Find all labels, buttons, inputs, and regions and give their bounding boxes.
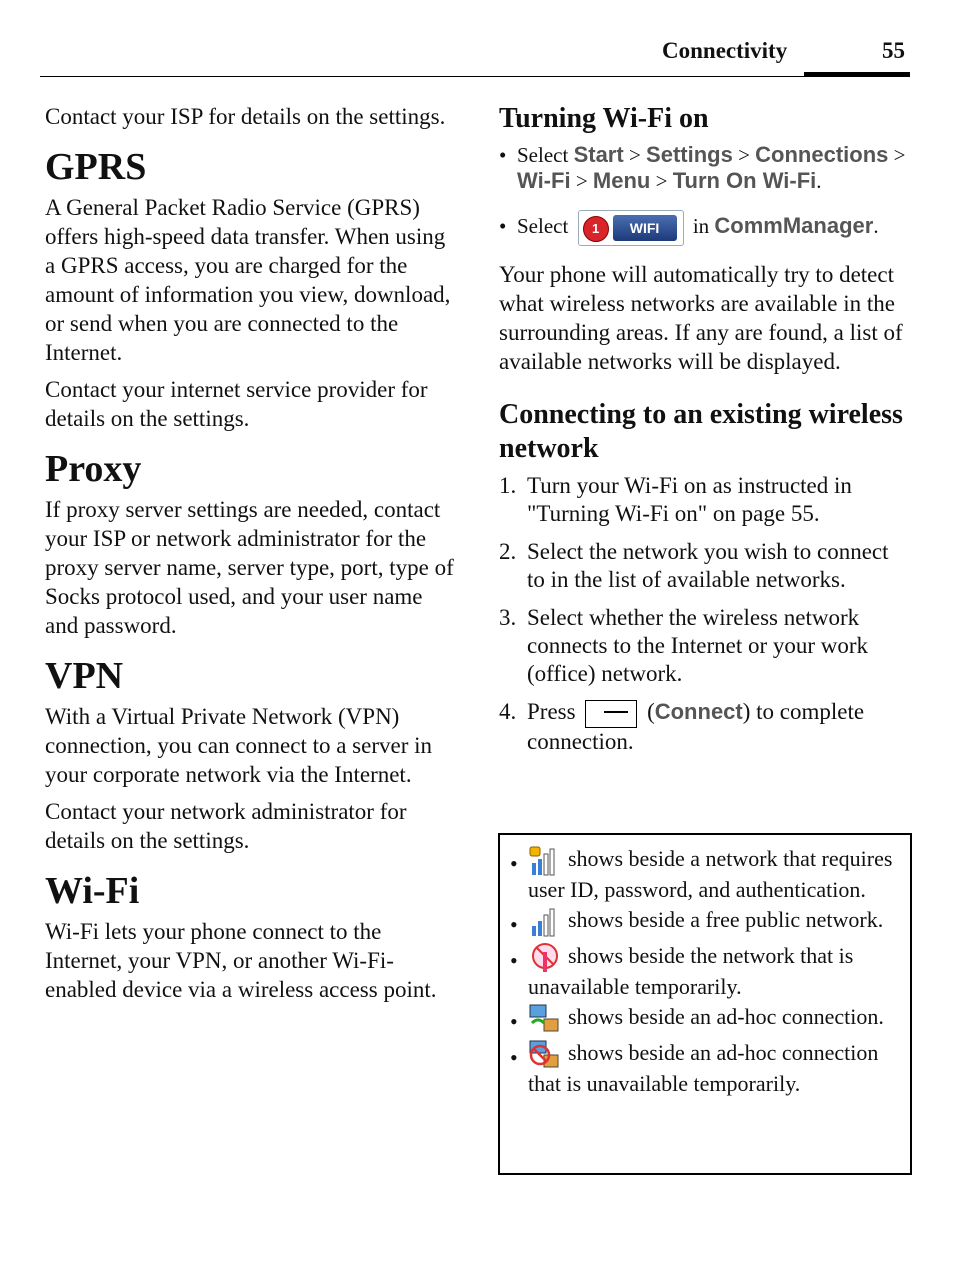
adhoc-unavailable-icon — [528, 1039, 562, 1071]
list-item: 2. Select the network you wish to connect to in the list of available networks. — [499, 539, 889, 593]
bullet: • — [510, 948, 518, 973]
vpn-paragraph-1: With a Virtual Private Network (VPN) connection, you can connect to a server in your corporate network via the Internet. — [45, 704, 433, 787]
bullet: • — [510, 851, 518, 876]
list-item: • shows beside an ad-hoc connection. — [510, 1004, 884, 1034]
list-item: • shows beside an ad-hoc connection that is unavailable temporarily. — [510, 1040, 879, 1096]
start-menu-label: Start — [573, 142, 624, 167]
proxy-paragraph: If proxy server settings are needed, contact your ISP or network administrator for the proxy server name, server type, port, type of Socks protocol used, and your user name and password. — [45, 497, 454, 638]
turning-wifi-heading: Turning Wi-Fi on — [499, 103, 709, 134]
secure-network-icon — [528, 845, 562, 877]
menu-softkey-label: Menu — [592, 168, 651, 193]
header-rule — [40, 76, 910, 77]
list-item: • Select 1 WIFI in CommManager. — [499, 208, 911, 246]
gprs-paragraph-1: A General Packet Radio Service (GPRS) offers high-speed data transfer. When using a GPRS access, you are charged for the amount of information you view, download, or send when you are connected to the Internet. — [45, 195, 451, 365]
intro-paragraph: Contact your ISP for details on the settings. — [45, 104, 446, 129]
list-item: 1. Turn your Wi-Fi on as instructed in "Turning Wi-Fi on" on page 55. — [499, 473, 852, 527]
left-column — [45, 102, 455, 1012]
open-network-icon — [528, 906, 562, 938]
page-number: 55 — [882, 38, 905, 63]
vpn-heading: VPN — [45, 655, 124, 697]
header-tab-bar — [804, 72, 910, 77]
left-softkey-icon — [585, 700, 637, 728]
wifi-heading: Wi-Fi — [45, 870, 140, 912]
list-item: 3. Select whether the wireless network connects to the Internet or your work (office) network. — [499, 605, 869, 687]
wifi-label-icon: WIFI — [613, 215, 677, 241]
wifi-menu-label: Wi-Fi — [517, 168, 571, 193]
list-item: • shows beside a free public network. — [510, 907, 884, 937]
list-item: • shows beside the network that is unavailable temporarily. — [510, 943, 854, 999]
unavailable-network-icon — [528, 942, 562, 974]
vpn-paragraph-2: Contact your network administrator for details on the settings. — [45, 799, 407, 853]
adhoc-icon — [528, 1003, 562, 1035]
turning-wifi-steps — [499, 142, 911, 246]
turn-on-wifi-label: Turn On Wi-Fi — [672, 168, 817, 193]
bullet: • — [499, 214, 507, 238]
wifi-paragraph: Wi-Fi lets your phone connect to the Internet, your VPN, or another Wi-Fi-enabled device via a wireless access point. — [45, 919, 437, 1002]
connections-menu-label: Connections — [755, 142, 889, 167]
list-item: • Select Start > Settings > Connections > Wi-Fi > Menu > Turn On Wi-Fi. — [499, 142, 906, 193]
proxy-heading: Proxy — [45, 448, 142, 490]
connect-label: Connect — [654, 699, 743, 725]
auto-detect-paragraph: Your phone will automatically try to detect what wireless networks are available in the surrounding areas. If any are found, a list of available networks will be displayed. — [499, 262, 903, 375]
commmanager-label: CommManager — [714, 213, 874, 238]
gprs-heading: GPRS — [45, 146, 147, 188]
connecting-heading: Connecting to an existing wireless network — [499, 399, 903, 465]
bullet: • — [510, 1009, 518, 1034]
right-column — [499, 102, 911, 766]
running-header-title: Connectivity — [662, 38, 788, 63]
connecting-steps — [499, 472, 911, 756]
bullet: • — [499, 143, 507, 167]
list-item: 4. Press (Connect) to complete connection. — [499, 699, 865, 754]
gprs-paragraph-2: Contact your internet service provider for details on the settings. — [45, 377, 428, 431]
settings-menu-label: Settings — [646, 142, 733, 167]
network-icons-note-box — [498, 833, 912, 1175]
bullet: • — [510, 1045, 518, 1070]
bullet: • — [510, 912, 518, 937]
wifi-toggle-icon — [578, 210, 684, 246]
wifi-power-icon: 1 — [583, 216, 609, 242]
list-item: • shows beside a network that requires user ID, password, and authentication. — [510, 846, 893, 902]
